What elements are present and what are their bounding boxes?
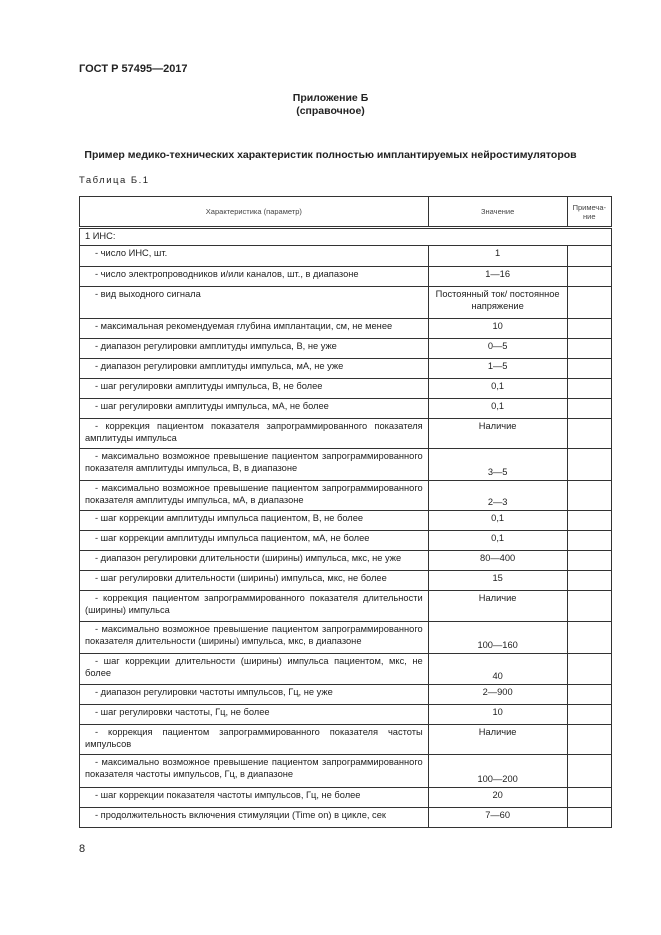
note-cell	[567, 449, 611, 481]
column-header-value: Значение	[428, 197, 567, 228]
note-cell	[567, 788, 611, 808]
value-cell: 40	[428, 654, 567, 685]
annex-heading	[0, 92, 661, 118]
table-row	[80, 531, 612, 551]
note-cell	[567, 654, 611, 685]
value-cell: 20	[428, 788, 567, 808]
table-row	[80, 379, 612, 399]
document-code: ГОСТ Р 57495—2017	[79, 63, 188, 75]
page-number: 8	[79, 843, 86, 855]
value-cell: Наличие	[428, 419, 567, 449]
table-row	[80, 725, 612, 755]
parameter-cell: - шаг коррекции амплитуды импульса пациентом, В, не более	[80, 511, 429, 531]
table-header-row	[80, 197, 612, 228]
note-cell	[567, 571, 611, 591]
column-header-note: Примеча-ние	[567, 197, 611, 228]
parameter-cell: - диапазон регулировки частоты импульсов, Гц, не уже	[80, 685, 429, 705]
value-cell: 0,1	[428, 511, 567, 531]
parameter-cell: - число электропроводников и/или каналов, шт., в диапазоне	[80, 267, 429, 287]
value-cell: 10	[428, 705, 567, 725]
value-cell: 7—60	[428, 808, 567, 828]
note-cell	[567, 591, 611, 622]
table-row	[80, 571, 612, 591]
note-cell	[567, 359, 611, 379]
table-label: Таблица Б.1	[79, 175, 150, 186]
note-cell	[567, 287, 611, 319]
parameter-cell: - шаг коррекции амплитуды импульса пациентом, мА, не более	[80, 531, 429, 551]
note-cell	[567, 685, 611, 705]
value-cell: 3—5	[428, 449, 567, 481]
table-row	[80, 399, 612, 419]
value-cell: 15	[428, 571, 567, 591]
parameter-cell: - максимально возможное превышение пациентом запрограммированного показателя амплитуды импульса, мА, в диапазоне	[80, 481, 429, 511]
parameter-cell: - продолжительность включения стимуляции (Time on) в цикле, сек	[80, 808, 429, 828]
parameter-cell: - коррекция пациентом запрограммированного показателя длительности (ширины) импульса	[80, 591, 429, 622]
table-row	[80, 685, 612, 705]
table-row	[80, 654, 612, 685]
parameter-cell: - максимально возможное превышение пациентом запрограммированного показателя длительности (ширины) импульса, мкс, в диапазоне	[80, 622, 429, 654]
note-cell	[567, 319, 611, 339]
table-row	[80, 705, 612, 725]
note-cell	[567, 725, 611, 755]
note-cell	[567, 246, 611, 267]
table-row	[80, 511, 612, 531]
characteristics-table	[79, 196, 612, 828]
parameter-cell: - диапазон регулировки амплитуды импульса, мА, не уже	[80, 359, 429, 379]
parameter-cell: - диапазон регулировки длительности (ширины) импульса, мкс, не уже	[80, 551, 429, 571]
value-cell: 0,1	[428, 399, 567, 419]
value-cell: 10	[428, 319, 567, 339]
table-row	[80, 449, 612, 481]
value-cell: 2—3	[428, 481, 567, 511]
table-row	[80, 267, 612, 287]
note-cell	[567, 339, 611, 359]
main-title: Пример медико-технических характеристик полностью имплантируемых нейростимуляторов	[84, 149, 577, 161]
table-row	[80, 339, 612, 359]
parameter-cell: - максимально возможное превышение пациентом запрограммированного показателя частоты импульсов, Гц, в диапазоне	[80, 755, 429, 788]
value-cell: 1—5	[428, 359, 567, 379]
table-row	[80, 755, 612, 788]
parameter-cell: - максимальная рекомендуемая глубина имплантации, см, не менее	[80, 319, 429, 339]
note-cell	[567, 481, 611, 511]
table-row	[80, 788, 612, 808]
table-row	[80, 622, 612, 654]
parameter-cell: - диапазон регулировки амплитуды импульса, В, не уже	[80, 339, 429, 359]
note-cell	[567, 379, 611, 399]
parameter-cell: - шаг коррекции показателя частоты импульсов, Гц, не более	[80, 788, 429, 808]
parameter-cell: - число ИНС, шт.	[80, 246, 429, 267]
table-row	[80, 246, 612, 267]
note-cell	[567, 531, 611, 551]
note-cell	[567, 755, 611, 788]
parameter-cell: - шаг регулировки частоты, Гц, не более	[80, 705, 429, 725]
note-cell	[567, 267, 611, 287]
parameter-cell: - вид выходного сигнала	[80, 287, 429, 319]
column-header-parameter: Характеристика (параметр)	[80, 197, 429, 228]
note-cell	[567, 622, 611, 654]
value-cell: 1	[428, 246, 567, 267]
value-cell: Наличие	[428, 725, 567, 755]
value-cell: 100—200	[428, 755, 567, 788]
annex-title: Приложение Б	[292, 92, 369, 104]
note-cell	[567, 808, 611, 828]
parameter-cell: - шаг регулировки амплитуды импульса, мА, не более	[80, 399, 429, 419]
section-label: 1 ИНС:	[80, 228, 612, 246]
value-cell: 1—16	[428, 267, 567, 287]
value-cell: 80—400	[428, 551, 567, 571]
table-row	[80, 359, 612, 379]
parameter-cell: - максимально возможное превышение пациентом запрограммированного показателя амплитуды импульса, В, в диапазоне	[80, 449, 429, 481]
table-row	[80, 287, 612, 319]
note-cell	[567, 419, 611, 449]
table-row	[80, 319, 612, 339]
section-row	[80, 228, 612, 246]
note-cell	[567, 551, 611, 571]
value-cell: Постоянный ток/ постоянное напряжение	[428, 287, 567, 319]
table-row	[80, 419, 612, 449]
parameter-cell: - шаг коррекции длительности (ширины) импульса пациентом, мкс, не более	[80, 654, 429, 685]
note-cell	[567, 705, 611, 725]
annex-subtitle: (справочное)	[296, 105, 365, 117]
table-row	[80, 808, 612, 828]
value-cell: 2—900	[428, 685, 567, 705]
value-cell: 100—160	[428, 622, 567, 654]
table-row	[80, 551, 612, 571]
parameter-cell: - шаг регулировки длительности (ширины) импульса, мкс, не более	[80, 571, 429, 591]
parameter-cell: - шаг регулировки амплитуды импульса, В, не более	[80, 379, 429, 399]
value-cell: 0,1	[428, 379, 567, 399]
table-row	[80, 481, 612, 511]
table-row	[80, 591, 612, 622]
value-cell: 0,1	[428, 531, 567, 551]
value-cell: Наличие	[428, 591, 567, 622]
parameter-cell: - коррекция пациентом показателя запрограммированного показателя амплитуды импульса	[80, 419, 429, 449]
note-cell	[567, 511, 611, 531]
note-cell	[567, 399, 611, 419]
value-cell: 0—5	[428, 339, 567, 359]
parameter-cell: - коррекция пациентом запрограммированного показателя частоты импульсов	[80, 725, 429, 755]
